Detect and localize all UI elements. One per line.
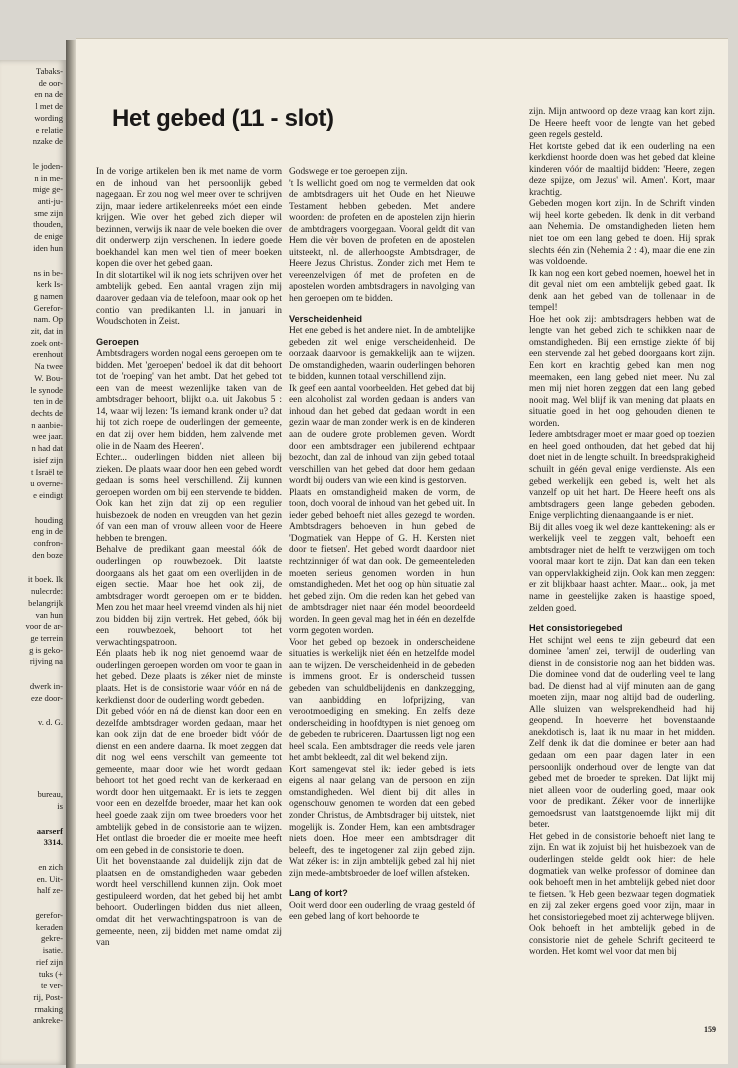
paragraph: Bij dit alles voeg ik wel deze kanttekening: als er werkelijk veel te zeggen valt, behoeft een ambtsdrager niet de helft te verzwijgen om toch vooral maar kort te zijn. Dat kan dan een teken van oppervlakkigheid zijn. Ook kan men zeggen: er zit blijkbaar haast achter. Maar... ook, ja met name in geestelijke zaken is haastige spoed, zelden goed. xyxy=(529,522,715,614)
left-page-line: kerk Is- xyxy=(36,279,63,290)
left-page-block-1 xyxy=(0,66,63,148)
left-page-line: confron- xyxy=(33,538,63,549)
left-page-line: Tabaks- xyxy=(35,66,63,76)
paragraph: Dit gebed vóór en ná de dienst kan door een en dezelfde ambtsdrager worden gedaan, maar het kan ook zijn dat de ene broeder bidt vóór de dienst en een andere daarna. Ik moet zeggen dat dit nog wel eens verschilt van gemeente tot gemeente, maar door wie het wordt gedaan behoort tot het goed recht van de kerkeraad en wordt door hen uitgemaakt. Er is iets te zeggen voor een en dezelfde broeder, maar het kan ook heel goede zaak zijn om twee broeders voor het ambtelijk gebed in de consistorie aan te wijzen. Het ontlast die broeder die er moeite mee heeft om een gebed in de consistorie te doen. xyxy=(96,707,282,856)
left-page-line: n had dat xyxy=(31,443,63,454)
left-page-line: dwerk in- xyxy=(29,681,63,692)
left-page-line: half ze- xyxy=(37,885,63,896)
left-page-text xyxy=(0,66,66,1027)
paragraph: Hoe het ook zij: ambtsdragers hebben wat de lengte van het gebed zich te schikken naar de omstandigheden. Bij een ernstige ziekte óf bij een stervende zal het gebed doorgaans kort zijn. Een kort en krachtig gebed kan men nog meemaken, een lang gebed niet meer. Nu zal men mij niet horen zeggen dat een lang gebed nooit mag. Wel blijf ik van mening dat plaats en situatie goed in het oog gehouden dienen te worden. xyxy=(529,314,715,429)
paragraph: Ambtsdragers worden nogal eens geroepen om te bidden. Met 'geroepen' bedoel ik dat dit behoort tot de 'roeping' van het ambt. Dat het gebed tot een van de meest wezenlijke taken van de ambtsdrager behoort, blijkt o.a. uit Jakobus 5 : 14, waar wij lezen: 'Is iemand krank onder u? dat hij tot zich roepe de ouderlingen der gemeente, en dat zij over hem bidden, hem zalvende met olie in de Naam des Heeren'. xyxy=(96,349,282,452)
left-page-line: zoek ont- xyxy=(30,337,63,348)
paragraph: Ik kan nog een kort gebed noemen, hoewel het in dit geval niet om een ambtelijk gebed gaat. Ik denk aan het gebed van de tollenaar in de tempel! xyxy=(529,268,715,314)
article-column-3 xyxy=(529,107,715,959)
section-heading: Het consistoriegebed xyxy=(529,623,623,634)
left-page-line: isatie. xyxy=(42,945,63,956)
article-page xyxy=(76,38,728,1064)
left-page-block-10 xyxy=(0,910,63,1027)
left-page-line: n in me- xyxy=(34,172,63,183)
paragraph: Gebeden mogen kort zijn. In de Schrift vinden wij heel korte gebeden. Ik denk in dit verband aan Nehemia. De omstandigheden lieten hem niet toe om een lang gebed te doen. Hij sprak slechts één zin (Nehemia 2 : 4), maar die ene zin was voldoende. xyxy=(529,199,715,268)
left-page-line: eze door- xyxy=(30,692,63,703)
left-page-line: iden hun xyxy=(33,242,63,253)
left-page-line: wording xyxy=(34,112,63,123)
left-page-line: le synode xyxy=(30,384,63,395)
left-page-line: houding xyxy=(34,514,63,525)
paragraph: Voor het gebed op bezoek in onderscheidene situaties is werkelijk niet één en hetzelfde model aan te wijzen. De verscheidenheid in de gebeden is immens groot. Er is onderscheid tussen gebeden van schuldbelijdenis en dankzegging, van aanbidding en lofprijzing, van verootmoediging en smeking. En zelfs deze onderscheiding in hoofdtypen is niet genoeg om de gebeden te rubriceren. Daartussen ligt nog een heel scala. Een ambtsdrager die reeds vele jaren het ambt bekleedt, zal dit wel bekend zijn. xyxy=(289,637,475,764)
left-page-line: t Israël te xyxy=(31,466,63,477)
paragraph: Godswege er toe geroepen zijn. xyxy=(289,167,408,177)
left-page-line: Na twee xyxy=(34,361,63,372)
left-page-line: wee jaar. xyxy=(32,431,63,442)
paragraph: Ooit werd door een ouderling de vraag gesteld óf een gebed lang of kort behoorde te xyxy=(289,900,475,923)
paragraph: Uit het bovenstaande zal duidelijk zijn dat de plaatsen en de omstandigheden waar gebeden wordt heel verschillend kunnen zijn. Ook moet gestipuleerd worden, dat het gebed bij het ambt behoort. Ouderlingen bidden dus niet alleen, omdat dit het verwachtingspatroon is van de gemeente, neen, zij bidden met name omdat zij van xyxy=(96,857,282,949)
page-number: 159 xyxy=(704,1025,716,1034)
left-page-line: dechts de xyxy=(30,407,63,418)
paragraph: zijn. Mijn antwoord op deze vraag kan kort zijn. De Heere heeft voor de lengte van het gebed geen regels gesteld. xyxy=(529,107,715,141)
left-page-line: voor de ar- xyxy=(25,621,63,632)
left-page-line: l met de xyxy=(35,101,63,112)
left-page-line: g is geko- xyxy=(29,644,63,655)
left-page-line: den boze xyxy=(32,549,63,560)
left-page-block-3 xyxy=(0,268,63,502)
left-page-line: le joden- xyxy=(32,160,63,171)
left-page-line: e relatie xyxy=(35,124,63,135)
left-page-line: en na de xyxy=(34,89,63,100)
left-page-line: gekre- xyxy=(41,933,63,944)
left-page-line: n aanbie- xyxy=(31,419,63,430)
left-page-line: keraden xyxy=(35,921,63,932)
left-page-line: gerefor- xyxy=(35,910,63,921)
left-page-line: te ver- xyxy=(40,980,63,991)
left-page-edge xyxy=(0,60,66,1065)
left-page-line: de enige xyxy=(34,231,63,242)
left-page-line: ten in de xyxy=(33,396,63,407)
paragraph: Het kortste gebed dat ik een ouderling na een kerkdienst hoorde doen was het gebed dat kleine kinderen vóór de maaltijd bidden: 'Heere, zegen deze spijze, om Jezus' wil. Amen'. Kort, maar krachtig. xyxy=(529,141,715,198)
left-page-line: nzake de xyxy=(32,136,63,147)
left-page-line: Gerefor- xyxy=(33,302,63,313)
left-page-line: ns in be- xyxy=(33,267,63,278)
left-page-line: eng in de xyxy=(31,526,63,537)
left-page-line: mige ge- xyxy=(32,184,63,195)
section-heading: Verscheidenheid xyxy=(289,313,363,324)
left-page-line: e eindigt xyxy=(33,489,63,500)
left-page-line: belangrijk xyxy=(28,597,63,608)
left-page-line: rijving na xyxy=(29,656,63,667)
section-heading: Lang of kort? xyxy=(289,888,348,899)
paragraph: Het schijnt wel eens te zijn gebeurd dat een dominee 'amen' zei, terwijl de ouderling van dienst in de consistorie nog aan het bidden was. Die dominee vond dat de ouderling veel te lang bad. De dienst had al vijf minuten aan de gang moeten zijn, maar nog altijd bad de ouderling. Alle sluizen van welsprekendheid had hij geopend. In hoeverre het bovenstaande anekdotisch is, laat ik nu maar in het midden. Zelf denk ik dat die dominee er beter aan had gedaan om een paar dagen later in een persoonlijk onderhoud over de lengte van dat gebed met de broeder te spreken. Dat lijkt mij niet alleen voor de ouderling goed, maar ook voor de predikant. Zéker voor de innerlijke gemoedsrust van laatstgenoemde lijkt mij dit beter. xyxy=(529,635,715,831)
left-page-line: rij, Post- xyxy=(33,992,63,1002)
left-page-block-6 xyxy=(0,681,63,704)
left-page-block-7 xyxy=(0,789,63,812)
paragraph: Ik geef een aantal voorbeelden. Het gebed dat bij een alcoholist zal worden gedaan is anders van inhoud dan het gebed dat gedaan wordt in een gezin waar de man zonder werk is en de kinderen aan de oudere grote problemen geven. Wordt door een ambtsdrager een jubilerend echtpaar bezocht, dan zal de inhoud van zijn gebed totaal verschillen van het gebed dat door hem gedaan wordt bij ouders van wie een kind is gestorven. xyxy=(289,383,475,487)
article-title: Het gebed (11 - slot) xyxy=(112,105,334,132)
paragraph: Echter... ouderlingen bidden niet alleen bij zieken. De plaats waar door hen een gebed wordt gedaan is soms heel verschillend. Zij kunnen geroepen worden om bij een stervende te bidden. Ook kan het zijn dat zij op een regulier huisbezoek de noden en vreugden van het gezin óf van een man of vrouw alleen voor de Heere hebben te brengen. xyxy=(96,453,282,544)
left-page-line: nam. Op xyxy=(33,314,63,325)
left-page-line: erenhout xyxy=(32,349,63,360)
section-heading: Geroepen xyxy=(96,336,139,347)
left-page-line: u overne- xyxy=(30,478,63,489)
left-page-line: g namen xyxy=(33,290,63,301)
left-page-line: en zich xyxy=(38,861,63,872)
left-page-line: en. Uit- xyxy=(36,873,63,884)
paragraph: Het ene gebed is het andere niet. In de ambtelijke gebeden zit wel enige verscheidenheid. De oorzaak daarvoor is gemakkelijk aan te wijzen. De omstandigheden, waarin ouderlingen behoren te bidden, kunnen totaal verschillend zijn. xyxy=(289,326,475,383)
paragraph: Ook behoeft in het ambtelijk gebed in de consistorie niet de gehele Schrift geciteerd te worden. Het komt wel voor dat men bij xyxy=(529,924,715,958)
left-page-block-4 xyxy=(0,515,63,562)
paragraph: 't Is wellicht goed om nog te vermelden dat ook de ambtsdragers uit het Oude en het Nieuwe Testament hebben gebeden. Met andere woorden: de profeten en de apostelen zijn hierin de ambtdragers voorgegaan. Vooral geldt dit van Hem die vèr boven de profeten en de apostelen uitsteekt, nl. de allerhoogste Ambtsdrager, de Heere Jezus Christus. Zonder zich met Hem te vereenzelvigen óf met de profeten en de apostelen worden ambtsdragers in navolging van hen geroepen om te bidden. xyxy=(289,178,475,305)
paragraph: Kort samengevat stel ik: ieder gebed is iets eigens al naar gelang van de persoon en zijn omstandigheden. Wel dient bij dit alles in ogenschouw genomen te worden dat een gebed zonder Christus, de Ambtsdrager bij uitstek, niet mogelijk is. Zonder Hem, kan een ambtsdrager niets doen. Hoe meer een ambtsdrager dit beleeft, des te ingetogener zal zijn gebed zijn. Wat zéker is: in zijn ambtelijk gebed zal hij niet zijn mede-ambtsbroeder de loef willen afsteken. xyxy=(289,764,475,879)
left-page-line: tuks (+ xyxy=(38,968,63,979)
left-page-line: de oor- xyxy=(38,77,63,88)
left-page-line: W. Bou- xyxy=(34,372,63,383)
left-page-block-5 xyxy=(0,574,63,668)
left-page-line: 3314. xyxy=(43,837,63,848)
left-page-line: sme zijn xyxy=(34,207,63,218)
left-page-line: it boek. Ik xyxy=(27,574,63,585)
paragraph: Plaats en omstandigheid maken de vorm, de toon, doch vooral de inhoud van het gebed uit. In ieder gebed behoeft niet alles gezegd te worden. Ambtsdragers behoeven in hun gebed de 'Dogmatiek van Heppe of G. H. Kersten niet door te fietsen'. Het gebed wordt daardoor niet rechtzinniger óf wat dan ook. De gemeenteleden moeten serieus genomen worden in hun omstandigheden. Met het oog op hùn situatie zal het gebed zijn. Om die reden kan het gebed van de ambtsdrager niet naar één model beoordeeld worden. In geen geval mag het in één en dezelfde vorm gegoten worden. xyxy=(289,487,475,637)
paragraph: In dit slotartikel wil ik nog iets schrijven over het ambtelijk gebed. Een aantal vragen zijn mij daarover gedaan via de telefoon, maar ook op het contio van predikanten l.l. in januari in Woudschoten in Zeist. xyxy=(96,270,282,328)
left-page-block-8 xyxy=(0,826,63,849)
page-gutter xyxy=(66,40,76,1068)
paragraph: Behalve de predikant gaan meestal óók de ouderlingen op rouwbezoek. Dit laatste doorgaans als het gaat om een overlijden in de eigen sectie. Maar hoe het ook zij, de ambtsdrager wordt geroepen om er te bidden. Men zou het maar heel vreemd vinden als hij niet zou bidden bij zijn vertrek. Het gebed, óók bij een rouwbezoek, behoort tot het verwachtingspatroon. xyxy=(96,545,282,648)
left-page-line: ankreke- xyxy=(32,1015,63,1026)
left-page-signature: v. d. G. xyxy=(38,717,63,728)
left-page-line: thouden, xyxy=(33,219,63,230)
article-column-2 xyxy=(289,167,475,924)
left-page-line: ge terrein xyxy=(30,632,63,643)
left-page-line: bureau, xyxy=(37,789,63,800)
article-column-1 xyxy=(96,167,282,950)
paragraph: In de vorige artikelen ben ik met name de vorm en de inhoud van het persoonlijk gebed nagegaan. Er zou nog wel meer over te schrijven zijn, maar iedere artikelenreeks móet een einde krijgen. Wie over het gebed zich dieper wil bezinnen, verwijs ik naar de vele boeken die over dit onderwerp zijn verschenen. In iedere goede boekhandel kan men wel tien of meer boeken kopen die over het gebed gaan. xyxy=(96,167,282,270)
left-page-line: isief zijn xyxy=(33,454,63,465)
left-page-block-2 xyxy=(0,161,63,255)
left-page-line: nulecrde: xyxy=(31,586,63,597)
left-page-line: rief zijn xyxy=(36,956,63,967)
paragraph: Eén plaats heb ik nog niet genoemd waar de ouderlingen geroepen worden om voor te gaan in het gebed. Deze plaats is zéker niet de minste plaats. Het is de consistorie waar vóór en ná de kerkdienst door de ouderling wordt gebeden. xyxy=(96,649,282,706)
left-page-line: aarserf xyxy=(36,825,63,836)
left-page-line: is xyxy=(57,800,63,811)
left-page-block-9 xyxy=(0,862,63,897)
left-page-line: van hun xyxy=(35,609,63,620)
paragraph: Iedere ambtsdrager moet er maar goed op toezien en heel goed onthouden, dat het gebed dat hij doet niet in de lengte schuilt. In breedsprakigheid schuilt in géén geval enige verdienste. Als een gebed werkelijk een gebed is, welt het als vanzelf op uit het hart. De Heere heeft ons als ambtsdragers geen lange gebeden geboden. Enige verplichting dienaangaande is er niet. xyxy=(529,430,715,522)
left-page-line: zit, dat in xyxy=(30,326,63,337)
left-page-line: rmaking xyxy=(34,1003,63,1014)
left-page-line: anti-ju- xyxy=(37,196,63,207)
paragraph: Het gebed in de consistorie behoeft niet lang te zijn. En wat ik zojuist bij het huisbezoek van de ouderlingen stelde geldt ook hier: de hele dogmatiek van welke professor of dominee dan ook behoeft men in het ambtelijk gebed niet door te fietsen. 'k Heb geen bezwaar tegen dogmatiek en zij zal zeker ergens goed voor zijn, maar in het consistoriegebed moet zij achterwege blijven. xyxy=(529,831,715,923)
